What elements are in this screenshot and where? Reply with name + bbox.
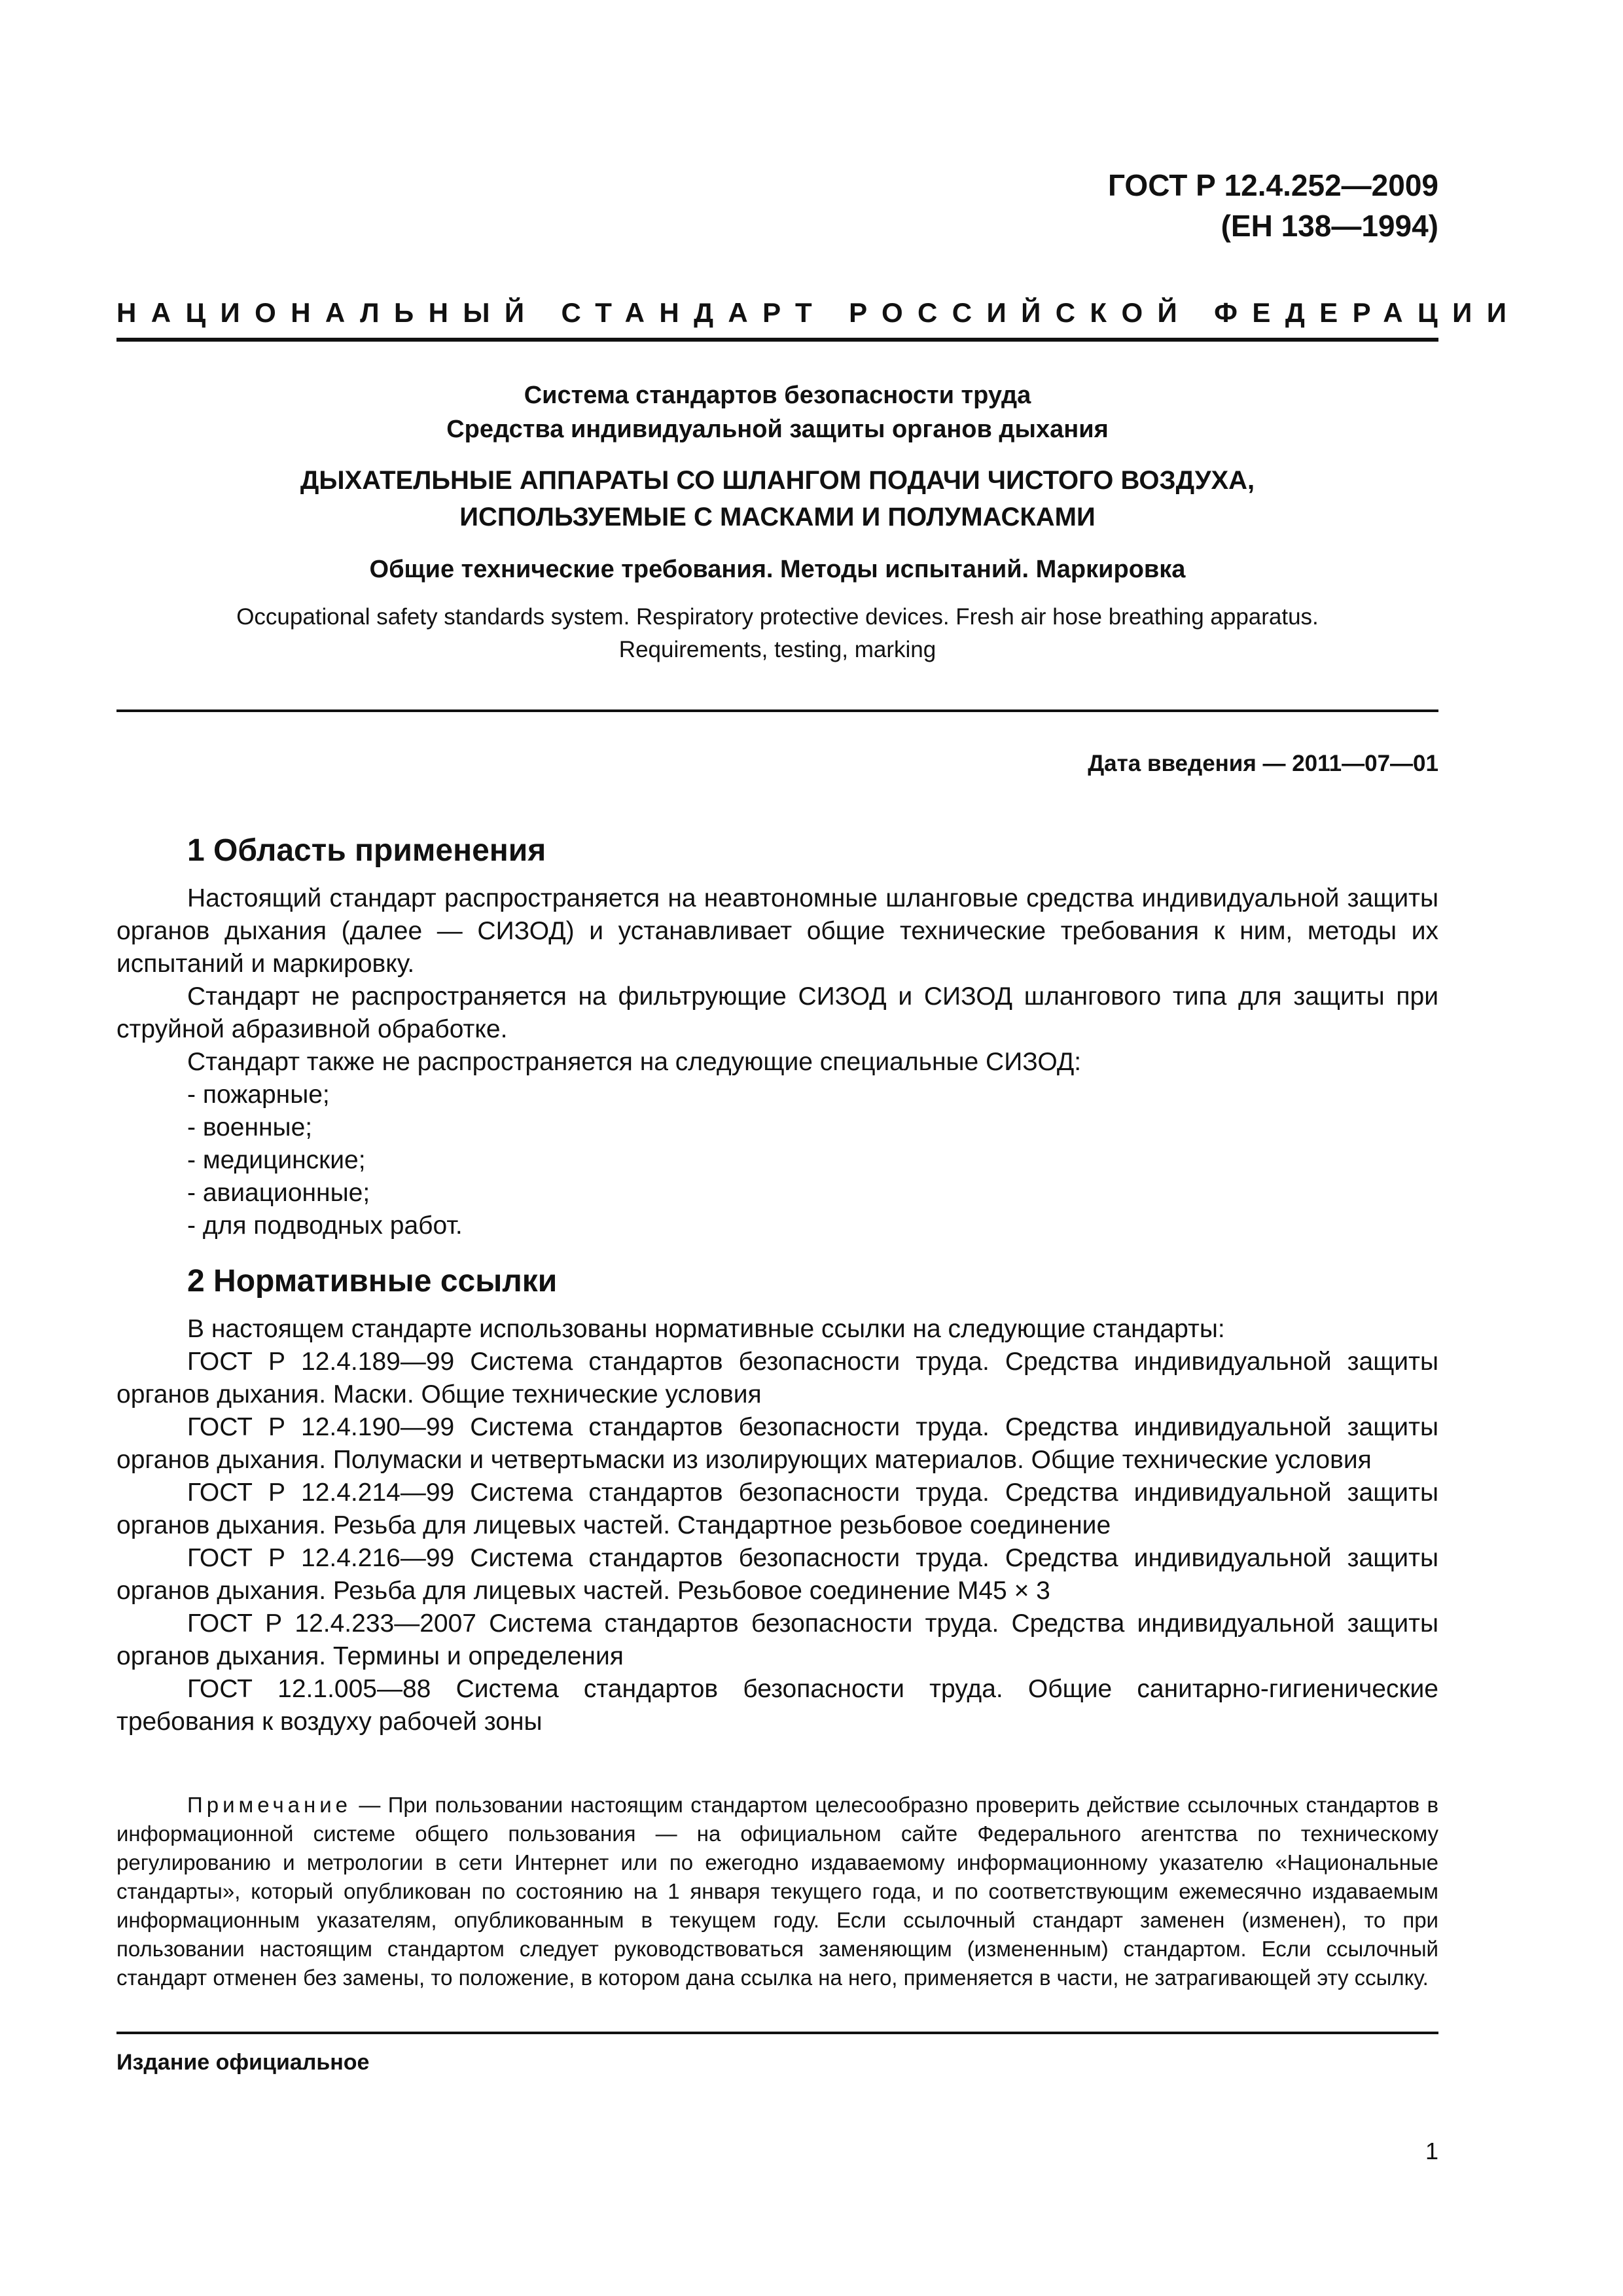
exclusion-list-item: - пожарные; bbox=[187, 1081, 330, 1109]
note bbox=[116, 1791, 1438, 1992]
title-divider bbox=[116, 709, 1438, 712]
effective-date: Дата введения — 2011—07—01 bbox=[1088, 751, 1438, 776]
en-number: (ЕН 138—1994) bbox=[1221, 209, 1438, 243]
exclusion-list-item: - авиационные; bbox=[187, 1179, 370, 1207]
normative-reference: ГОСТ Р 12.4.233—2007 Система стандартов безопасности труда. Средства индивидуальной защиты органов дыхания. Термины и определения bbox=[116, 1609, 1438, 1670]
gost-number: ГОСТ Р 12.4.252—2009 bbox=[1107, 168, 1438, 202]
exclusion-list-item: - медицинские; bbox=[187, 1146, 366, 1174]
section-1-body bbox=[116, 882, 1438, 1242]
english-title-line-1: Occupational safety standards system. Respiratory protective devices. Fresh air hose breathing apparatus. bbox=[236, 604, 1319, 630]
note-label: Примечание bbox=[187, 1793, 352, 1817]
system-title-line-1: Система стандартов безопасности труда bbox=[524, 382, 1031, 409]
exclusion-list-item: - для подводных работ. bbox=[187, 1211, 463, 1240]
english-title bbox=[116, 601, 1438, 666]
subtitle: Общие технические требования. Методы испытаний. Маркировка bbox=[369, 556, 1186, 583]
section-2-intro: В настоящем стандарте использованы нормативные ссылки на следующие стандарты: bbox=[187, 1315, 1225, 1343]
system-title-line-2: Средства индивидуальной защиты органов дыхания bbox=[446, 416, 1109, 443]
note-text: — При пользовании настоящим стандартом целесообразно проверить действие ссылочных стандартов в информационной системе общего пользования — на официальном сайте Федерального агентства по техническому регулированию и метрологии в сети Интернет или по ежегодно издаваемому информационному указателю «Национальные стандарты», который опубликован по состоянию на 1 января текущего года, и по соответствующим ежемесячно издаваемым информационным указателям, опубликованным в текущем году. Если ссылочный стандарт заменен (изменен), то при пользовании настоящим стандартом следует руководствоваться заменяющим (измененным) стандартом. Если ссылочный стандарт отменен без замены, то положение, в котором дана ссылка на него, применяется в части, не затрагивающей эту ссылку. bbox=[116, 1793, 1438, 1990]
section-2-heading: 2 Нормативные ссылки bbox=[187, 1264, 558, 1299]
main-title-line-1: ДЫХАТЕЛЬНЫЕ АППАРАТЫ СО ШЛАНГОМ ПОДАЧИ ЧИСТОГО ВОЗДУХА, bbox=[300, 466, 1255, 495]
standard-designation bbox=[1108, 165, 1438, 246]
english-title-line-2: Requirements, testing, marking bbox=[618, 637, 936, 662]
normative-reference: ГОСТ Р 12.4.190—99 Система стандартов безопасности труда. Средства индивидуальной защиты органов дыхания. Полумаски и четвертьмаски из изолирующих материалов. Общие технические условия bbox=[116, 1413, 1438, 1474]
section-1-paragraph: Стандарт также не распространяется на следующие специальные СИЗОД: bbox=[187, 1048, 1082, 1076]
title-block bbox=[116, 378, 1438, 666]
footer-divider bbox=[116, 2032, 1438, 2034]
national-standard-banner: НАЦИОНАЛЬНЫЙ СТАНДАРТ РОССИЙСКОЙ ФЕДЕРАЦИИ bbox=[116, 297, 1522, 328]
section-1-paragraph: Настоящий стандарт распространяется на неавтономные шланговые средства индивидуальной защиты органов дыхания (далее — СИЗОД) и устанавливает общие технические требования к ним, методы их испытаний и маркировку. bbox=[116, 884, 1438, 978]
section-1-heading: 1 Область применения bbox=[187, 833, 546, 868]
official-edition-label: Издание официальное bbox=[116, 2050, 370, 2075]
normative-reference: ГОСТ 12.1.005—88 Система стандартов безопасности труда. Общие санитарно-гигиенические требования к воздуху рабочей зоны bbox=[116, 1675, 1438, 1736]
main-title bbox=[116, 462, 1438, 535]
normative-reference: ГОСТ Р 12.4.216—99 Система стандартов безопасности труда. Средства индивидуальной защиты органов дыхания. Резьба для лицевых частей. Резьбовое соединение М45 × 3 bbox=[116, 1544, 1438, 1605]
main-title-line-2: ИСПОЛЬЗУЕМЫЕ С МАСКАМИ И ПОЛУМАСКАМИ bbox=[459, 503, 1096, 531]
exclusion-list-item: - военные; bbox=[187, 1113, 313, 1141]
normative-reference: ГОСТ Р 12.4.189—99 Система стандартов безопасности труда. Средства индивидуальной защиты органов дыхания. Маски. Общие технические условия bbox=[116, 1348, 1438, 1408]
page-number: 1 bbox=[1425, 2138, 1438, 2164]
section-2-body bbox=[116, 1313, 1438, 1738]
section-1-paragraph: Стандарт не распространяется на фильтрующие СИЗОД и СИЗОД шлангового типа для защиты при струйной абразивной обработке. bbox=[116, 982, 1438, 1043]
normative-reference: ГОСТ Р 12.4.214—99 Система стандартов безопасности труда. Средства индивидуальной защиты органов дыхания. Резьба для лицевых частей. Стандартное резьбовое соединение bbox=[116, 1479, 1438, 1539]
header-divider bbox=[116, 338, 1438, 342]
